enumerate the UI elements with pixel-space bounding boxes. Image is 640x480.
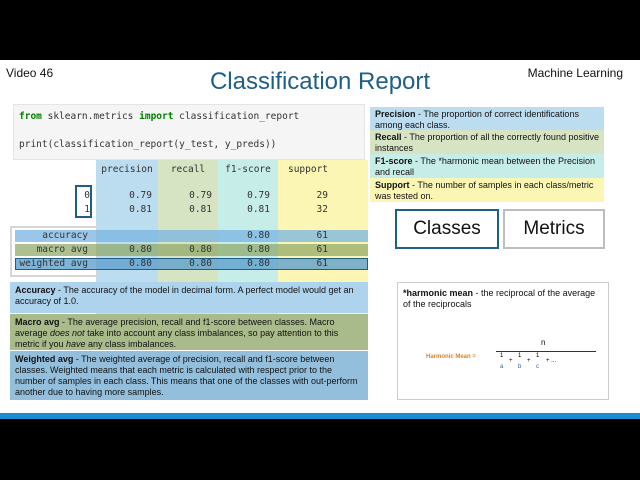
table-cell: 61	[316, 230, 328, 241]
table-cell: 0.81	[189, 204, 212, 215]
table-cell: 0.80	[129, 258, 152, 269]
support-definition: Support - The number of samples in each class/metric was tested on.	[370, 178, 604, 202]
table-cell: 0.81	[247, 204, 270, 215]
table-cell: 29	[316, 190, 328, 201]
table-cell: 0.81	[129, 204, 152, 215]
table-cell: 0.80	[247, 258, 270, 269]
harmonic-mean-panel	[397, 282, 609, 400]
harmonic-mean-formula: Harmonic Mean = n 1 a + 1 b + 1 c + ...	[426, 335, 604, 385]
table-cell: 0.80	[247, 230, 270, 241]
course-label: Machine Learning	[527, 66, 623, 80]
row-label-class-0: 0	[84, 190, 90, 201]
table-cell: 0.79	[129, 190, 152, 201]
row-label-accuracy: accuracy	[42, 230, 88, 241]
slide	[0, 60, 640, 415]
harmonic-mean-definition: *harmonic mean - the reciprocal of the average of the reciprocals	[403, 288, 596, 309]
table-cell: 0.79	[247, 190, 270, 201]
video-label: Video 46	[6, 66, 54, 80]
header-precision: precision	[101, 164, 153, 175]
table-cell: 0.80	[129, 244, 152, 255]
page-title: Classification Report	[209, 68, 431, 95]
recall-definition: Recall - The proportion of all the correctly found positive instances	[370, 130, 604, 154]
header-support: support	[287, 164, 329, 175]
bottom-accent-bar	[0, 413, 640, 419]
precision-definition: Precision - The proportion of correct identifications among each class.	[370, 107, 604, 130]
row-label-macro-avg: macro avg	[36, 244, 88, 255]
header-f1-score: f1-score	[225, 164, 271, 175]
formula-label: Harmonic Mean =	[426, 354, 476, 360]
table-cell: 0.79	[189, 190, 212, 201]
table-cell: 32	[316, 204, 328, 215]
code-line-import: from sklearn.metrics import classification_report	[19, 111, 300, 122]
table-cell: 0.80	[189, 258, 212, 269]
table-cell: 61	[316, 258, 328, 269]
f1-score-definition: F1-score - The *harmonic mean between the Precision and recall	[370, 154, 604, 178]
table-cell: 0.80	[247, 244, 270, 255]
code-line-print: print(classification_report(y_test, y_preds))	[19, 139, 277, 150]
code-cell[interactable]	[13, 104, 365, 160]
metrics-button[interactable]: Metrics	[503, 209, 605, 249]
weighted-avg-explanation: Weighted avg - The weighted average of precision, recall and f1-score between classes. Weighted means that each metric is calculated with respect prior to the number of samples in each class. This means that one of the classes with out-perform another due to having more samples.	[10, 351, 368, 400]
classes-button[interactable]: Classes	[395, 209, 499, 249]
accuracy-explanation: Accuracy - The accuracy of the model in decimal form. A perfect model would get an accuracy of 1.0.	[10, 282, 368, 313]
table-cell: 61	[316, 244, 328, 255]
macro-avg-explanation: Macro avg - The average precision, recall and f1-score between classes. Macro average does not take into account any class imbalances, so pay attention to this metric if you have any class imbalances.	[10, 314, 368, 350]
table-cell: 0.80	[189, 244, 212, 255]
header-recall: recall	[170, 164, 206, 175]
row-label-class-1: 1	[84, 204, 90, 215]
fraction-bar	[496, 351, 596, 352]
formula-numerator: n	[541, 338, 546, 347]
row-label-weighted-avg: weighted avg	[19, 258, 88, 269]
